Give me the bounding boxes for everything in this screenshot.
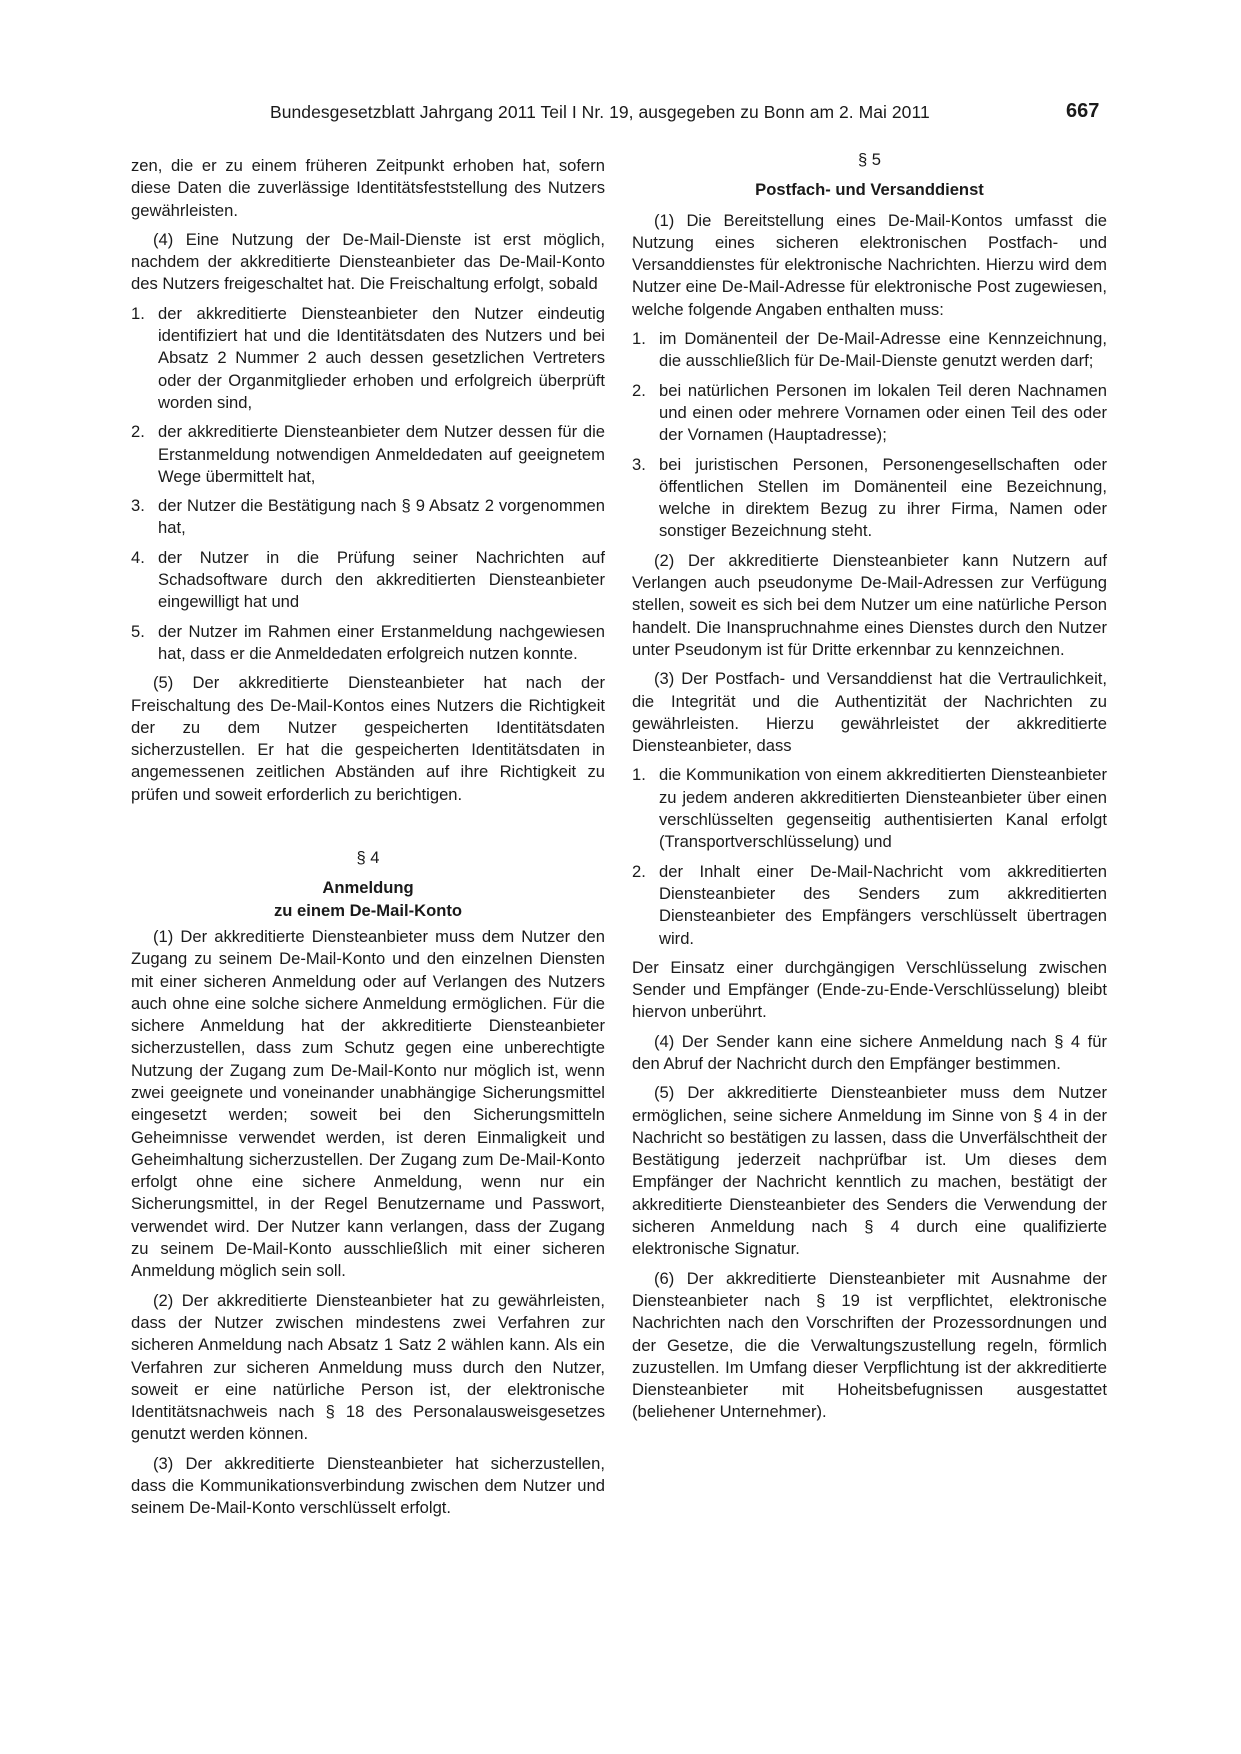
list-item-number: 3. (632, 454, 646, 474)
paragraph-5-5: (5) Der akkreditierte Diensteanbieter muss dem Nutzer ermöglichen, seine sichere Anmeldung im Sinne von § 4 in der Nachricht so bestätigen zu lassen, dass die Unverfälschtheit der Bestätigung jederzeit nachprüfbar ist. Um dieses dem Empfänger der Nachricht kenntlich zu machen, bestätigt der akkreditierte Diensteanbieter des Senders die Verwendung der sicheren Anmeldung nach § 4 durch eine qualifizierte elektronische Signatur. (632, 1083, 1107, 1259)
list-item-text: der akkreditierte Diensteanbieter den Nutzer eindeutig identifiziert hat und die Identitätsdaten des Nutzers und bei Absatz 2 Nummer 2 auch dessen gesetzlichen Vertreters oder der Organmitglieder erhoben und erfolgreich überprüft worden sind, (158, 303, 605, 412)
list-item (632, 861, 1107, 950)
list-item-text: der Nutzer die Bestätigung nach § 9 Absatz 2 vorgenommen hat, (158, 496, 605, 538)
paragraph-5-6: (6) Der akkreditierte Diensteanbieter mit Ausnahme der Diensteanbieter nach § 19 ist verpflichtet, elektronische Nachrichten nach den Vorschriften der Prozessordnungen und der Gesetze, die die Verwaltungszustellung regeln, förmlich zuzustellen. Im Umfang dieser Verpflichtung ist der akkreditierte Diensteanbieter mit Hoheitsbefugnissen ausgestattet (beliehener Unternehmer). (632, 1268, 1107, 1422)
section-4-sign: § 4 (356, 848, 380, 868)
list-item (131, 495, 605, 540)
page-header (0, 100, 1241, 130)
list-item-text: die Kommunikation von einem akkreditierten Diensteanbieter zu jedem anderen akkreditierten Diensteanbieter über einen verschlüsselten gegenseitig authentisierten Kanal erfolgt (Transportverschlüsselung) und (659, 765, 1107, 852)
paragraph-5-3-tail: Der Einsatz einer durchgängigen Verschlüsselung zwischen Sender und Empfänger (Ende-zu-Ende-Verschlüsselung) bleibt hiervon unberührt. (632, 957, 1107, 1022)
section-4-title-line2: zu einem De-Mail-Konto (273, 900, 463, 920)
list-item-text: der Nutzer im Rahmen einer Erstanmeldung nachgewiesen hat, dass er die Anmeldedaten erfolgreich nutzen konnte. (158, 621, 605, 663)
list-5-1 (632, 328, 1107, 543)
list-item (131, 303, 605, 414)
list-item-number: 1. (632, 329, 646, 349)
paragraph-5-1: (1) Die Bereitstellung eines De-Mail-Kontos umfasst die Nutzung eines sicheren elektronischen Postfach- und Versanddienstes für elektronische Nachrichten. Hierzu wird dem Nutzer eine De-Mail-Adresse für elektronische Post zugewiesen, welche folgende Angaben enthalten muss: (632, 210, 1107, 319)
list-item-number: 2. (632, 861, 646, 881)
list-item-text: der Nutzer in die Prüfung seiner Nachrichten auf Schadsoftware durch den akkreditierten Diensteanbieter eingewilligt hat und (158, 547, 605, 612)
paragraph-5-3: (3) Der Postfach- und Versanddienst hat die Vertraulichkeit, die Integrität und die Authentizität der Nachrichten zu gewährleisten. Hierzu gewährleistet der akkreditierte Diensteanbieter, dass (632, 669, 1107, 756)
list-item-text: im Domänenteil der De-Mail-Adresse eine Kennzeichnung, die ausschließlich für De-Mail-Dienste genutzt werden darf; (659, 329, 1107, 371)
list-item (632, 454, 1107, 543)
list-item (632, 328, 1107, 373)
list-item-number: 3. (131, 496, 145, 516)
paragraph-continued: zen, die er zu einem früheren Zeitpunkt erhoben hat, sofern diese Daten die zuverlässige Identitätsfeststellung des Nutzers gewährleisten. (131, 156, 605, 220)
right-column (632, 149, 1107, 1431)
paragraph-3-5: (5) Der akkreditierte Diensteanbieter hat nach der Freischaltung des De-Mail-Kontos eines Nutzers die Richtigkeit der zu dem Nutzer gespeicherten Identitätsdaten sicherzustellen. Er hat die gespeicherten Identitätsdaten in angemessenen zeitlichen Abständen auf ihre Richtigkeit zu prüfen und soweit erforderlich zu berichtigen. (131, 673, 605, 804)
list-3-4 (131, 303, 605, 665)
list-item (131, 547, 605, 614)
list-item (131, 621, 605, 666)
paragraph-5-2: (2) Der akkreditierte Diensteanbieter kann Nutzern auf Verlangen auch pseudonyme De-Mail-Adressen zur Verfügung stellen, soweit es sich bei dem Nutzer um eine natürliche Person handelt. Die Inanspruchnahme eines Dienstes durch den Nutzer unter Pseudonym ist für Dritte erkennbar zu kennzeichnen. (632, 550, 1107, 659)
list-item (131, 421, 605, 488)
paragraph-3-4: (4) Eine Nutzung der De-Mail-Dienste ist erst möglich, nachdem der akkreditierte Diensteanbieter das De-Mail-Konto des Nutzers freigeschaltet hat. Die Freischaltung erfolgt, sobald (131, 229, 605, 294)
left-column (131, 155, 605, 1527)
list-item (632, 764, 1107, 853)
section-5-title: Postfach- und Versanddienst (755, 180, 984, 200)
list-item-number: 2. (131, 422, 145, 442)
list-item-number: 1. (632, 765, 646, 785)
list-5-3 (632, 764, 1107, 949)
list-item-number: 1. (131, 303, 145, 323)
list-item (632, 380, 1107, 447)
section-4-title-line1: Anmeldung (322, 878, 414, 898)
list-item-text: bei natürlichen Personen im lokalen Teil deren Nachnamen und einen oder mehrere Vornamen oder einen Teil des oder der Vornamen (Hauptadresse); (659, 380, 1107, 445)
paragraph-4-1: (1) Der akkreditierte Diensteanbieter muss dem Nutzer den Zugang zu seinem De-Mail-Konto und den einzelnen Diensten mit einer sicheren Anmeldung oder auf Verlangen des Nutzers auch ohne eine solche sichere Anmeldung ermöglichen. Für die sichere Anmeldung hat der akkreditierte Diensteanbieter sicherzustellen, dass zum Schutz gegen eine unberechtigte Nutzung der Zugang zum De-Mail-Konto nur möglich ist, wenn zwei geeignete und voneinander unabhängige Sicherungsmittel eingesetzt werden; soweit bei den Sicherungsmitteln Geheimnisse verwendet werden, ist deren Einmaligkeit und Geheimhaltung sicherzustellen. Der Zugang zum De-Mail-Konto erfolgt ohne eine sichere Anmeldung, wenn nur ein Sicherungsmittel, in der Regel Benutzername und Passwort, verwendet wird. Der Nutzer kann verlangen, dass der Zugang zu seinem De-Mail-Konto ausschließlich mit einer sicheren Anmeldung möglich sein soll. (131, 926, 605, 1281)
list-item-number: 4. (131, 547, 145, 567)
paragraph-5-4: (4) Der Sender kann eine sichere Anmeldung nach § 4 für den Abruf der Nachricht durch den Empfänger bestimmen. (632, 1031, 1107, 1073)
paragraph-4-3: (3) Der akkreditierte Diensteanbieter hat sicherzustellen, dass die Kommunikationsverbindung zwischen dem Nutzer und seinem De-Mail-Konto verschlüsselt erfolgt. (131, 1453, 605, 1518)
running-title: Bundesgesetzblatt Jahrgang 2011 Teil I Nr. 19, ausgegeben zu Bonn am 2. Mai 2011 (270, 102, 930, 122)
list-item-number: 5. (131, 621, 145, 641)
page-number: 667 (1066, 100, 1100, 122)
list-item-text: der akkreditierte Diensteanbieter dem Nutzer dessen für die Erstanmeldung notwendigen Anmeldedaten auf geeignetem Wege übermittelt hat, (158, 422, 605, 486)
section-5-sign: § 5 (857, 150, 882, 169)
paragraph-4-2: (2) Der akkreditierte Diensteanbieter hat zu gewährleisten, dass der Nutzer zwischen mindestens zwei Verfahren zur sicheren Anmeldung nach Absatz 1 Satz 2 wählen kann. Als ein Verfahren zur sicheren Anmeldung muss durch den Nutzer, soweit er eine natürliche Person ist, der elektronische Identitätsnachweis nach § 18 des Personalausweisgesetzes genutzt werden können. (131, 1290, 605, 1444)
list-item-text: bei juristischen Personen, Personengesellschaften oder öffentlichen Stellen im Domänenteil eine Bezeichnung, welche in direktem Bezug zu ihrer Firma, Namen oder sonstiger Bezeichnung steht. (659, 454, 1107, 541)
list-item-text: der Inhalt einer De-Mail-Nachricht vom akkreditierten Diensteanbieter des Senders zum akkreditierten Diensteanbieter des Empfängers verschlüsselt übertragen wird. (659, 861, 1107, 948)
list-item-number: 2. (632, 380, 646, 400)
